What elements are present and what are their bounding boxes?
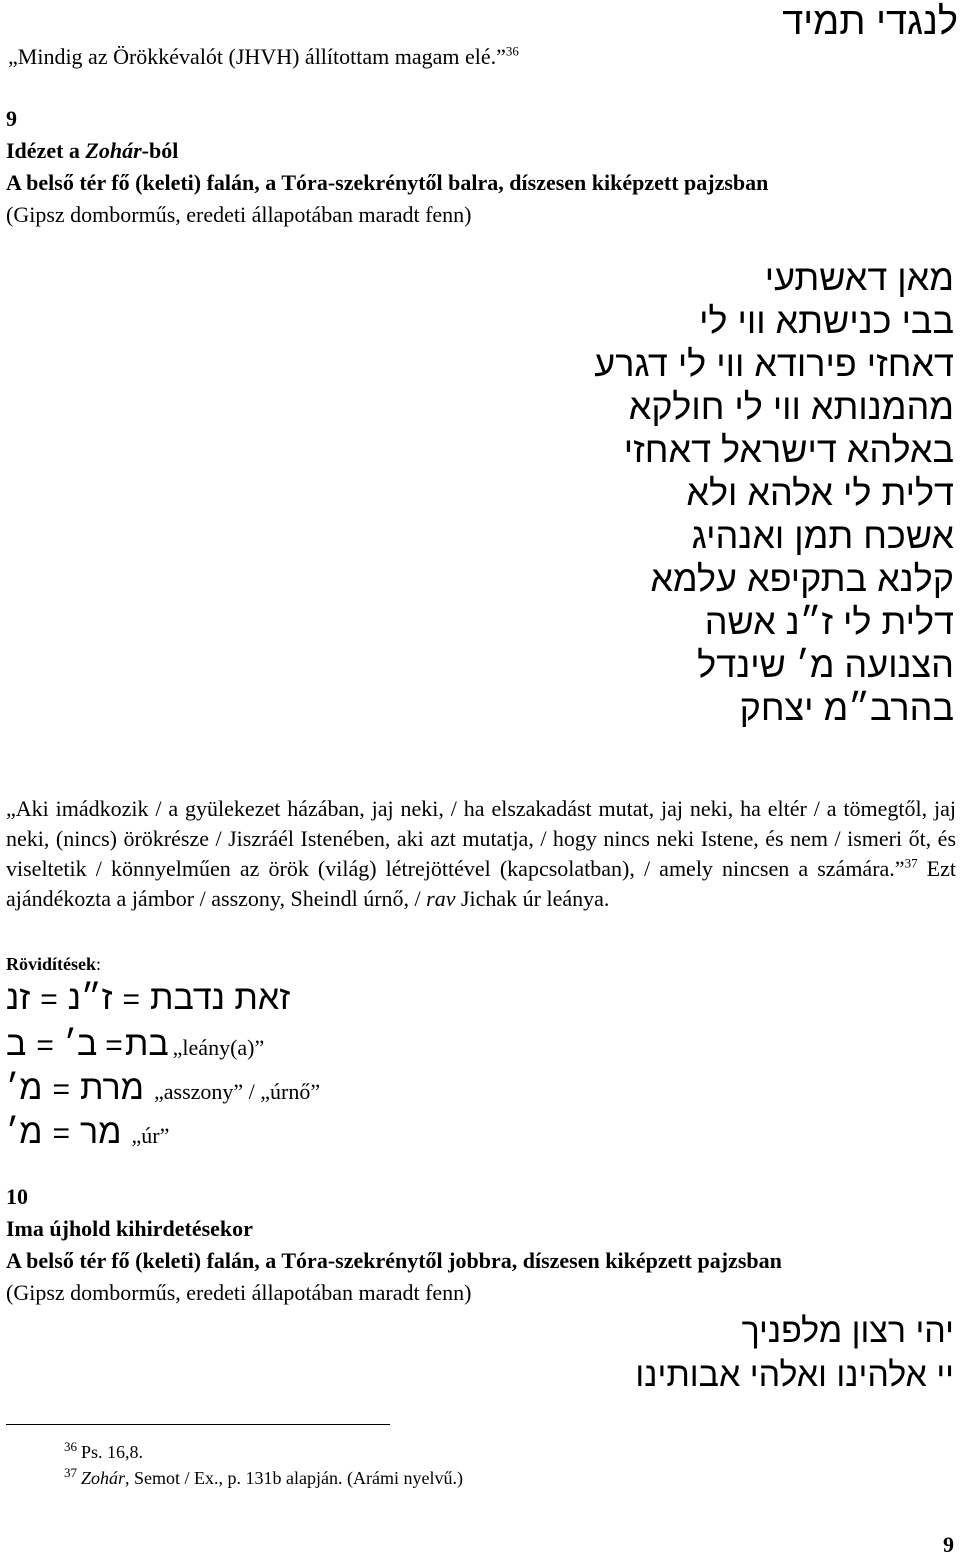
equals-sign: =	[40, 983, 58, 1016]
abbr-hebrew-mid: ז״נ	[67, 979, 113, 1017]
footnote-36: $^{36}$ Ps. 16,8.	[64, 1439, 144, 1462]
equals-sign: =	[105, 1029, 123, 1062]
prayer-line: יי אלהינו ואלהי אבותינו	[635, 1356, 954, 1394]
hebrew-heading: לנגדי תמיד	[782, 1, 958, 43]
footnote-divider	[6, 1424, 390, 1425]
hebrew-inscription	[394, 256, 954, 729]
inscription-line: קלנא בתקיפא עלמא	[650, 558, 954, 599]
abbreviations-title: Rövidítések:	[6, 954, 102, 974]
abbr-hebrew-right: זנ	[6, 979, 31, 1017]
equals-sign: =	[52, 1117, 70, 1150]
page-number: 9	[943, 1532, 954, 1557]
footnote-ref-36[interactable]: 36	[505, 43, 519, 59]
abbr-hebrew-left: מר	[79, 1113, 122, 1151]
abbr-hebrew-mid: ב׳	[63, 1025, 98, 1063]
abbr-gloss: „leány(a)”	[172, 1035, 265, 1060]
abbr-hebrew-left: בת	[124, 1025, 169, 1063]
inscription-line: דאחזי פירודא ווי לי דגרע	[594, 343, 954, 384]
abbr-hebrew-right: ב	[6, 1025, 27, 1063]
abbr-hebrew-right: מ׳	[6, 1069, 43, 1107]
section-9-note: (Gipsz domborműs, eredeti állapotában maradt fenn)	[6, 202, 472, 227]
section-10-title: Ima újhold kihirdetésekor	[6, 1216, 253, 1241]
section-10-location: A belső tér fő (keleti) falán, a Tóra-szekrénytől jobbra, díszesen kiképzett pajzsban	[6, 1248, 782, 1273]
abbreviation-row	[6, 1066, 320, 1114]
inscription-line: בהרב״מ יצחק	[739, 687, 954, 728]
inscription-line: הצנועה מ׳ שינדל	[697, 644, 954, 685]
inscription-line: דלית לי אלהא ולא	[686, 472, 954, 513]
inscription-line: דלית לי ז״נ אשה	[704, 601, 954, 642]
inscription-line: בבי כנישתא ווי לי	[699, 300, 954, 341]
equals-sign: =	[36, 1029, 54, 1062]
abbreviation-row	[6, 1110, 169, 1158]
inscription-line: באלהא דישראל דאחזי	[623, 429, 954, 470]
abbreviation-row	[6, 976, 290, 1022]
inscription-line: אשכח תמן ואנהיג	[691, 515, 954, 556]
section-10-note: (Gipsz domborműs, eredeti állapotában maradt fenn)	[6, 1280, 472, 1305]
abbr-hebrew-left: מרת	[79, 1069, 144, 1107]
prayer-line: יהי רצון מלפניך	[741, 1312, 954, 1350]
equals-sign: =	[122, 983, 141, 1016]
abbreviation-row	[6, 1022, 264, 1070]
footnote-37: $^{37}$ Zohár, Semot / Ex., p. 131b alapján. (Arámi nyelvű.)	[64, 1465, 463, 1488]
abbr-hebrew-right: מ׳	[6, 1113, 43, 1151]
section-9-number: 9	[6, 106, 17, 131]
footnote-ref-37[interactable]: 37	[904, 855, 918, 871]
inscription-line: מאן דאשתעי	[764, 257, 954, 298]
abbr-gloss: „asszony” / „úrnő”	[153, 1079, 321, 1104]
psalm-quote-text: „Mindig az Örökkévalót (JHVH) állítottam magam elé.”	[8, 44, 506, 69]
inscription-line: מהמנותא ווי לי חולקא	[628, 386, 954, 427]
equals-sign: =	[52, 1073, 70, 1106]
inscription-translation: „Aki imádkozik / a gyülekezet házában, jaj neki, / ha elszakadást mutat, jaj neki, ha eltér / a tömegtől, jaj neki, (nincs) örökrésze / Jiszráél Istenében, aki azt mutatja, / hogy nincs neki Istene, és nem / ismeri őt, és viseltetik / könnyelműen az örök (világ) létrejöttével (kapcsolatban), / amely nincsen a számára.”$^{37}$ Ezt ajándékozta a jámbor / asszony, Sheindl úrnő, / rav Jichak úr leánya.	[6, 796, 956, 911]
section-10-number: 10	[6, 1184, 28, 1209]
abbr-hebrew-left: זאת נדבת	[150, 979, 291, 1017]
abbr-gloss: „úr”	[131, 1123, 170, 1148]
section-9-title: Idézet a Zohár-ból	[6, 138, 179, 163]
psalm-quote	[8, 42, 519, 72]
section-9-location: A belső tér fő (keleti) falán, a Tóra-szekrénytől balra, díszesen kiképzett pajzsban	[6, 170, 769, 195]
